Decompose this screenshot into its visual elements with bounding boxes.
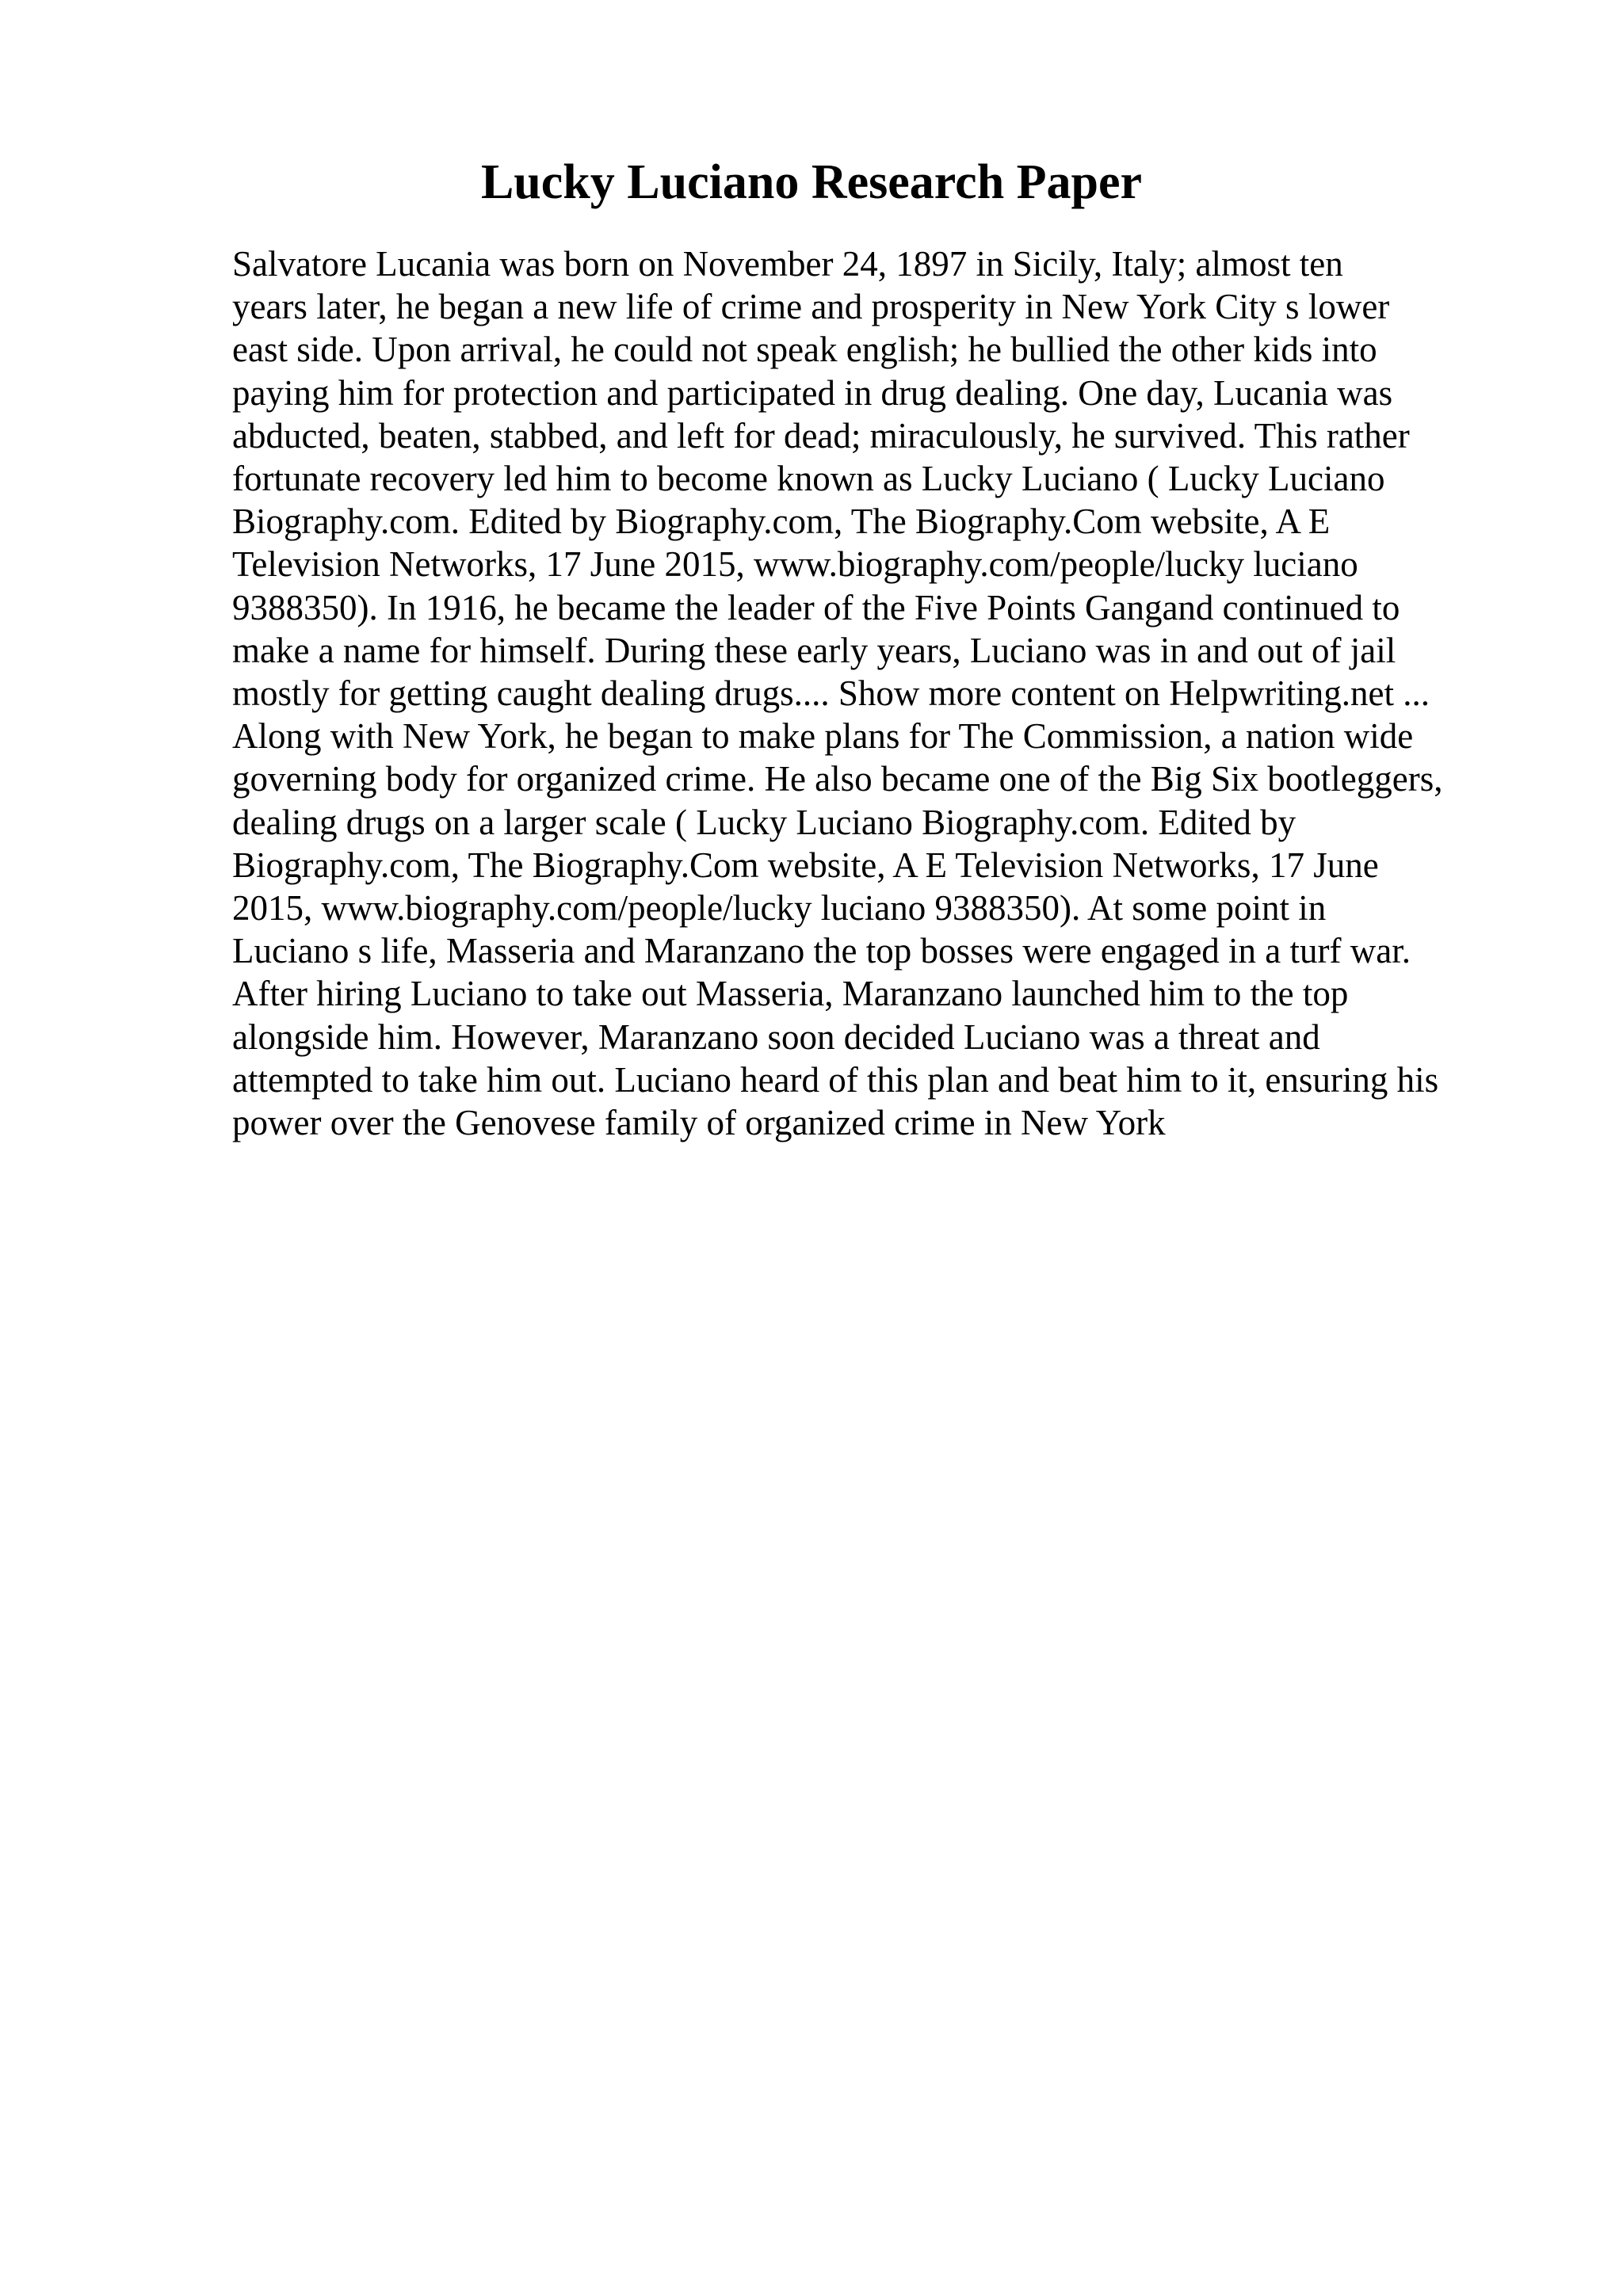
body-line: alongside him. However, Maranzano soon decided Luciano was a threat and <box>232 1016 1320 1057</box>
body-line: east side. Upon arrival, he could not speak english; he bullied the other kids into <box>232 330 1377 370</box>
body-line: Television Networks, 17 June 2015, www.biography.com/people/lucky luciano <box>232 544 1358 585</box>
body-line: 2015, www.biography.com/people/lucky luciano 9388350). At some point in <box>232 888 1327 929</box>
body-line: mostly for getting caught dealing drugs.... Show more content on Helpwriting.net ... <box>232 673 1430 714</box>
body-line: Biography.com. Edited by Biography.com, The Biography.Com website, A E <box>232 502 1331 542</box>
body-line: paying him for protection and participated in drug dealing. One day, Lucania was <box>232 372 1393 413</box>
document-title: Lucky Luciano Research Paper <box>480 155 1143 209</box>
body-line: years later, he began a new life of crime and prosperity in New York City s lower <box>232 287 1390 327</box>
body-line: Luciano s life, Masseria and Maranzano the top bosses were engaged in a turf war. <box>232 931 1411 971</box>
body-line: dealing drugs on a larger scale ( Lucky Luciano Biography.com. Edited by <box>232 802 1296 842</box>
body-line: power over the Genovese family of organized crime in New York <box>232 1103 1166 1143</box>
body-line: fortunate recovery led him to become known as Lucky Luciano ( Lucky Luciano <box>232 459 1385 499</box>
body-line: make a name for himself. During these early years, Luciano was in and out of jail <box>232 630 1396 670</box>
body-line: After hiring Luciano to take out Masseria, Maranzano launched him to the top <box>232 974 1349 1014</box>
body-line: Along with New York, he began to make plans for The Commission, a nation wide <box>232 716 1414 757</box>
body-line: attempted to take him out. Luciano heard of this plan and beat him to it, ensuring his <box>232 1059 1439 1100</box>
body-line: Salvatore Lucania was born on November 24, 1897 in Sicily, Italy; almost ten <box>232 244 1343 284</box>
body-line: Biography.com, The Biography.Com website, A E Television Networks, 17 June <box>232 845 1379 885</box>
body-line: governing body for organized crime. He also became one of the Big Six bootleggers, <box>232 759 1443 799</box>
body-line: abducted, beaten, stabbed, and left for dead; miraculously, he survived. This rather <box>232 415 1410 456</box>
document-body <box>232 242 1532 1144</box>
body-line: 9388350). In 1916, he became the leader of the Five Points Gangand continued to <box>232 587 1400 627</box>
